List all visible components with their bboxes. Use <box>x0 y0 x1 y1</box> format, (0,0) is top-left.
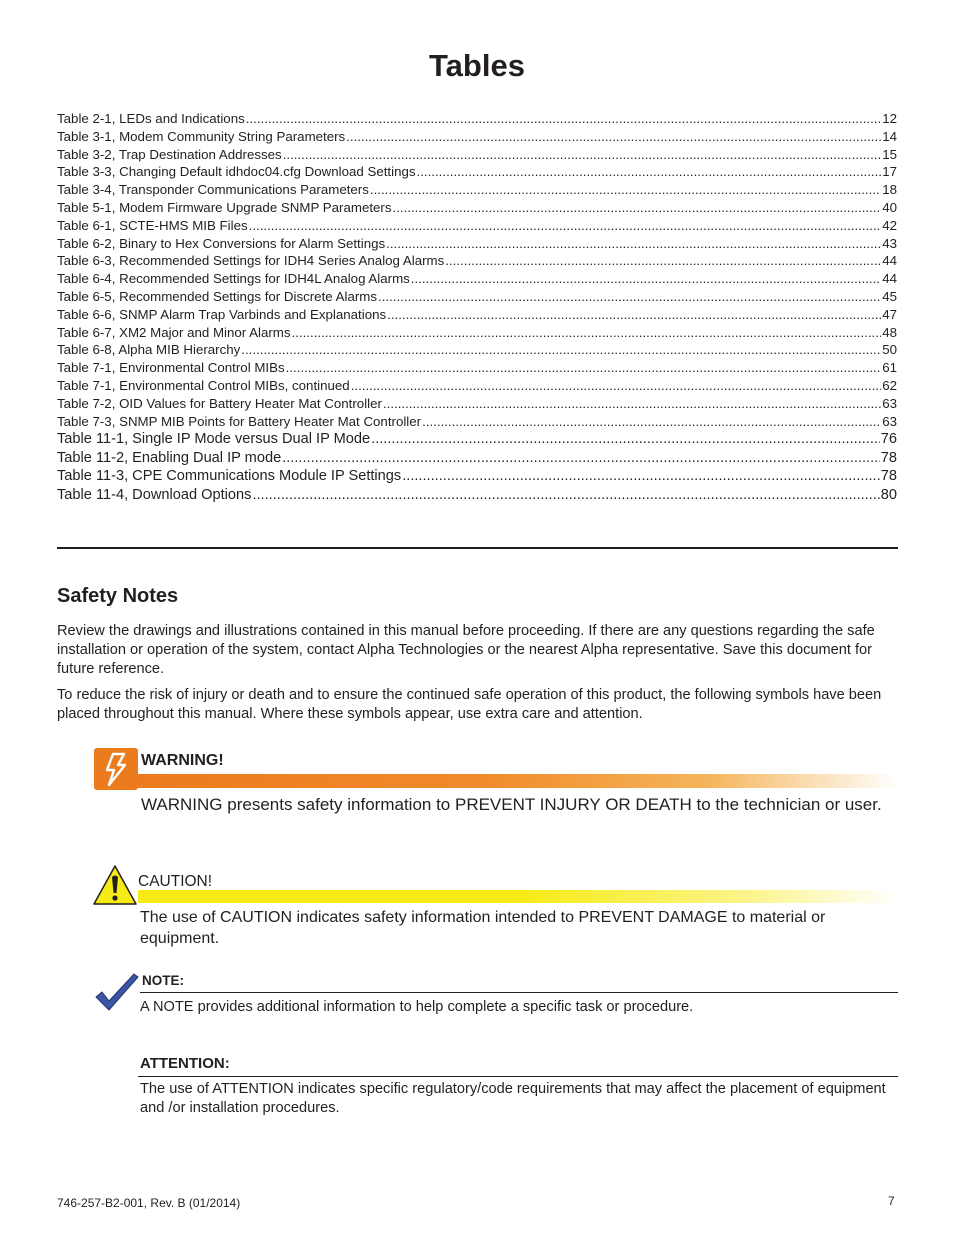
toc-entry-title: Table 7-2, OID Values for Battery Heater Mat Controller <box>57 395 382 411</box>
toc-dot-leader <box>402 467 880 486</box>
toc-entry[interactable] <box>57 235 897 253</box>
toc-entry[interactable] <box>57 252 897 270</box>
toc-entry-title: Table 11-4, Download Options <box>57 486 252 503</box>
page-title: Tables <box>429 48 525 83</box>
checkmark-icon <box>94 971 140 1013</box>
toc-entry[interactable] <box>57 377 897 395</box>
toc-entry-page-number: 76 <box>880 431 897 448</box>
toc-entry-page-number: 44 <box>882 271 897 287</box>
toc-entry-page-number: 61 <box>882 360 897 376</box>
toc-dot-leader <box>417 163 882 181</box>
toc-entry-title: Table 6-3, Recommended Settings for IDH4 Series Analog Alarms <box>57 253 445 269</box>
toc-entry[interactable] <box>57 288 897 306</box>
toc-entry-page-number: 43 <box>882 235 897 251</box>
toc-entry[interactable] <box>57 128 897 146</box>
caution-text: The use of CAUTION indicates safety information intended to PREVENT DAMAGE to material or equipment. <box>140 909 826 947</box>
toc-entry-page-number: 18 <box>882 182 897 198</box>
toc-entry[interactable] <box>57 324 897 342</box>
attention-divider <box>138 1076 898 1077</box>
toc-dot-leader <box>249 217 882 235</box>
toc-dot-leader <box>241 341 881 359</box>
toc-entry-page-number: 78 <box>880 468 897 485</box>
toc-dot-leader <box>411 270 881 288</box>
toc-dot-leader <box>282 449 880 468</box>
toc-entry-title: Table 6-1, SCTE-HMS MIB Files <box>57 217 248 233</box>
toc-entry-page-number: 44 <box>882 253 897 269</box>
note-divider <box>140 992 898 993</box>
toc-entry[interactable] <box>57 146 897 164</box>
toc-entry-title: Table 7-3, SNMP MIB Points for Battery Heater Mat Controller <box>57 413 422 429</box>
toc-entry-page-number: 63 <box>882 413 897 429</box>
toc-dot-leader <box>346 128 881 146</box>
toc-entry-page-number: 14 <box>882 128 897 144</box>
toc-entry[interactable] <box>57 486 897 505</box>
exclamation-triangle-icon <box>92 864 138 906</box>
toc-entry[interactable] <box>57 341 897 359</box>
toc-entry[interactable] <box>57 199 897 217</box>
toc-entry[interactable] <box>57 467 897 486</box>
toc-dot-leader <box>292 324 882 342</box>
safety-intro-paragraph: Review the drawings and illustrations contained in this manual before proceeding. If there are any questions regarding the safe installation or operation of the system, contact Alpha Technologies or the nearest Alpha representative. Save this document for future reference. <box>57 623 875 677</box>
toc-entry-title: Table 6-6, SNMP Alarm Trap Varbinds and Explanations <box>57 306 387 322</box>
toc-entry[interactable] <box>57 110 897 128</box>
toc-dot-leader <box>422 413 881 431</box>
toc-entry-page-number: 15 <box>882 146 897 162</box>
toc-entry-page-number: 63 <box>882 395 897 411</box>
toc-entry-title: Table 3-3, Changing Default idhdoc04.cfg Download Settings <box>57 164 416 180</box>
toc-entry-page-number: 78 <box>880 449 897 466</box>
toc-entry-page-number: 17 <box>882 164 897 180</box>
warning-label: WARNING! <box>141 752 224 769</box>
toc-entry-title: Table 3-4, Transponder Communications Parameters <box>57 182 369 198</box>
toc-dot-leader <box>378 288 881 306</box>
toc-entry-title: Table 5-1, Modem Firmware Upgrade SNMP Parameters <box>57 199 392 215</box>
toc-dot-leader <box>283 146 882 164</box>
note-text: A NOTE provides additional information to help complete a specific task or procedure. <box>140 999 694 1015</box>
toc-entry[interactable] <box>57 181 897 199</box>
toc-entry-title: Table 6-4, Recommended Settings for IDH4L Analog Alarms <box>57 271 410 287</box>
toc-entry[interactable] <box>57 217 897 235</box>
footer-page-number: 7 <box>888 1194 895 1208</box>
toc-entry-page-number: 48 <box>882 324 897 340</box>
section-heading-safety-notes: Safety Notes <box>57 585 179 607</box>
toc-entry-title: Table 6-2, Binary to Hex Conversions for Alarm Settings <box>57 235 386 251</box>
toc-dot-leader <box>351 377 882 395</box>
toc-entry-title: Table 11-1, Single IP Mode versus Dual IP Mode <box>57 431 371 448</box>
attention-label: ATTENTION: <box>140 1055 230 1072</box>
footer-document-number: 746-257-B2-001, Rev. B (01/2014) <box>57 1196 241 1210</box>
toc-entry-page-number: 80 <box>880 486 897 503</box>
toc-dot-leader <box>370 181 881 199</box>
electrical-hazard-icon <box>94 748 138 790</box>
toc-entry-title: Table 3-1, Modem Community String Parameters <box>57 128 346 144</box>
toc-entry[interactable] <box>57 359 897 377</box>
toc-entry-title: Table 3-2, Trap Destination Addresses <box>57 146 282 162</box>
toc-dot-leader <box>286 359 882 377</box>
toc-entry-title: Table 6-5, Recommended Settings for Discrete Alarms <box>57 288 378 304</box>
toc-entry[interactable] <box>57 306 897 324</box>
toc-entry-title: Table 7-1, Environmental Control MIBs <box>57 360 285 376</box>
toc-entry-title: Table 7-1, Environmental Control MIBs, continued <box>57 377 350 393</box>
toc-entry[interactable] <box>57 449 897 468</box>
attention-text: The use of ATTENTION indicates specific regulatory/code requirements that may affect the placement of equipment and /or installation procedures. <box>140 1081 886 1116</box>
toc-entry-title: Table 6-8, Alpha MIB Hierarchy <box>57 342 241 358</box>
note-label: NOTE: <box>142 973 184 988</box>
toc-entry-title: Table 11-2, Enabling Dual IP mode <box>57 449 282 466</box>
toc-entry[interactable] <box>57 395 897 413</box>
toc-dot-leader <box>246 110 881 128</box>
warning-text: WARNING presents safety information to PREVENT INJURY OR DEATH to the technician or user. <box>141 795 882 814</box>
toc-entry-page-number: 42 <box>882 217 897 233</box>
toc-dot-leader <box>383 395 881 413</box>
toc-entry[interactable] <box>57 270 897 288</box>
toc-entry[interactable] <box>57 413 897 431</box>
toc-dot-leader <box>386 235 881 253</box>
toc-entry-title: Table 2-1, LEDs and Indications <box>57 111 245 126</box>
toc-entry-page-number: 47 <box>882 306 897 322</box>
toc-entry-page-number: 62 <box>882 377 897 393</box>
toc-entry-page-number: 12 <box>882 111 897 126</box>
table-list <box>57 110 897 504</box>
toc-dot-leader <box>252 486 879 505</box>
toc-entry-page-number: 40 <box>882 199 897 215</box>
section-divider <box>57 547 898 549</box>
safety-symbols-paragraph: To reduce the risk of injury or death and to ensure the continued safe operation of this product, the following symbols have been placed throughout this manual. Where these symbols appear, use extra care and attention. <box>57 687 882 722</box>
caution-label: CAUTION! <box>138 873 213 890</box>
toc-entry-page-number: 45 <box>882 288 897 304</box>
toc-entry-title: Table 11-3, CPE Communications Module IP Settings <box>57 468 402 485</box>
toc-entry-title: Table 6-7, XM2 Major and Minor Alarms <box>57 324 291 340</box>
toc-dot-leader <box>393 199 882 217</box>
caution-bar <box>138 890 898 903</box>
toc-entry[interactable] <box>57 163 897 181</box>
toc-entry-page-number: 50 <box>882 342 897 358</box>
toc-dot-leader <box>445 252 881 270</box>
warning-bar <box>138 774 898 788</box>
toc-dot-leader <box>387 306 881 324</box>
toc-dot-leader <box>371 430 880 449</box>
toc-entry[interactable] <box>57 430 897 449</box>
